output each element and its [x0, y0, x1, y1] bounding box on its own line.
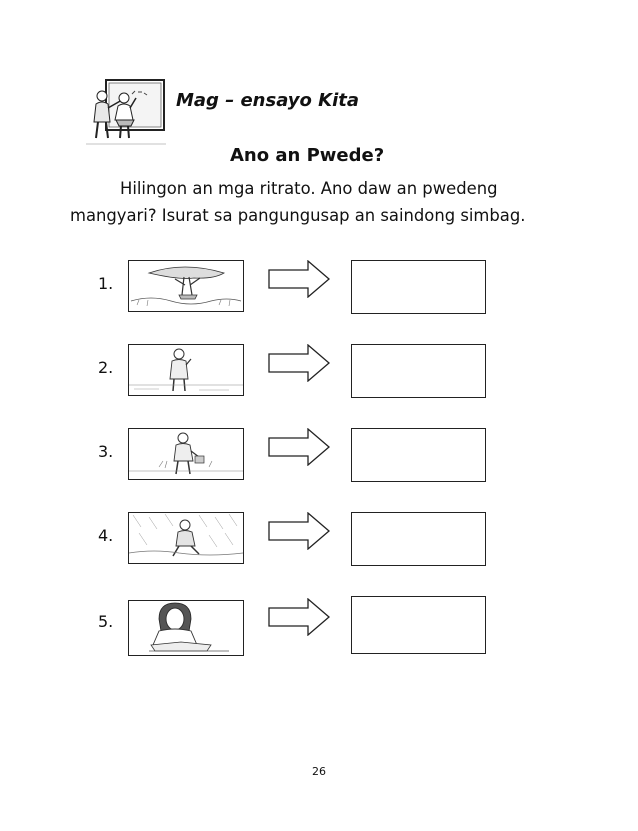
item-number: 1. [98, 274, 114, 293]
exercise-item [0, 342, 638, 398]
item-number: 3. [98, 442, 114, 461]
answer-box[interactable] [351, 428, 486, 482]
answer-box[interactable] [351, 344, 486, 398]
answer-box[interactable] [351, 512, 486, 566]
item-number: 2. [98, 358, 114, 377]
arrow-right-icon [268, 512, 330, 550]
arrow-right-icon [268, 428, 330, 466]
arrow-right-icon [268, 260, 330, 298]
item-number: 5. [98, 612, 114, 631]
exercise-item [0, 426, 638, 482]
person-with-bag-icon [128, 428, 244, 480]
exercise-item [0, 596, 638, 652]
arrow-right-icon [268, 598, 330, 636]
answer-box[interactable] [351, 260, 486, 314]
instructions-text: Hilingon an mga ritrato. Ano daw an pwedeng mangyari? Isurat sa pangungusap an saindong simbag. [70, 179, 526, 225]
activity-subtitle: Ano an Pwede? [230, 145, 385, 166]
classroom-illustration-icon [86, 78, 166, 146]
exercise-item [0, 258, 638, 314]
arrow-right-icon [268, 344, 330, 382]
answer-box[interactable] [351, 596, 486, 654]
page-number: 26 [312, 765, 326, 778]
activity-title: Mag – ensayo Kita [176, 90, 360, 111]
girl-writing-icon [128, 600, 244, 656]
item-number: 4. [98, 526, 114, 545]
person-in-rain-icon [128, 512, 244, 564]
standing-person-icon [128, 344, 244, 396]
exercise-item [0, 510, 638, 566]
tree-icon [128, 260, 244, 312]
